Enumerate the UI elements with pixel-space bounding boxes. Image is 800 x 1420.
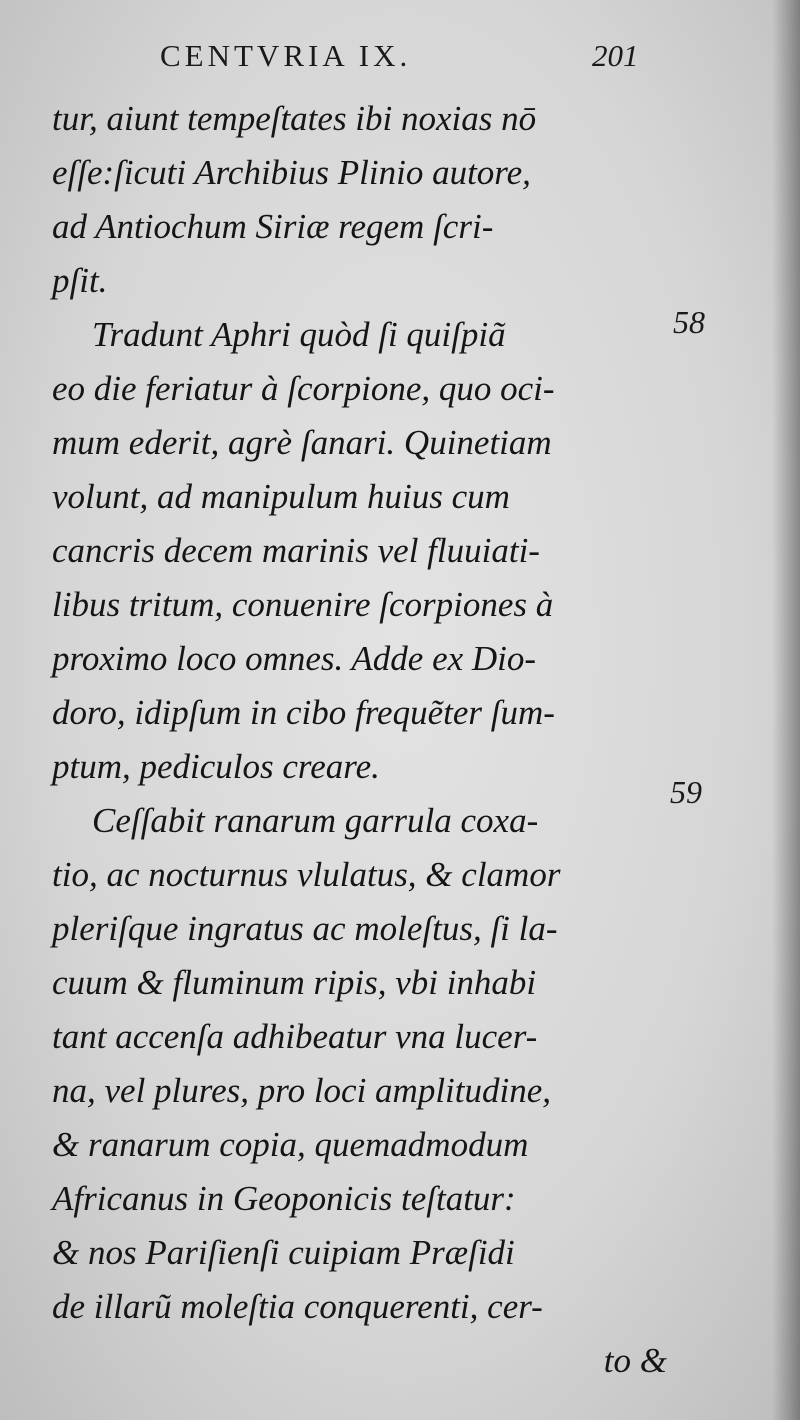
- text-line: de illarũ moleſtia conquerenti, cer-: [52, 1287, 543, 1326]
- text-line: proximo loco omnes. Adde ex Dio-: [52, 639, 537, 678]
- text-line: Ceſſabit ranarum garrula coxa-: [92, 801, 539, 840]
- text-line: cancris decem marinis vel fluuiati-: [52, 531, 540, 570]
- text-line: Tradunt Aphri quòd ſi quiſpiã: [92, 315, 506, 354]
- margin-note-58: 58: [673, 304, 705, 340]
- text-line: ad Antiochum Siriæ regem ſcri-: [52, 207, 494, 246]
- catchword: to &: [603, 1341, 667, 1380]
- text-line: mum ederit, agrè ſanari. Quinetiam: [52, 423, 552, 462]
- text-line: tio, ac nocturnus vlulatus, & clamor: [52, 855, 561, 894]
- text-line: volunt, ad manipulum huius cum: [52, 477, 510, 516]
- text-line: eſſe:ſicuti Archibius Plinio autore,: [52, 153, 531, 192]
- text-line: doro, idipſum in cibo frequẽter ſum-: [52, 693, 555, 732]
- running-head: CENTVRIA IX.: [160, 38, 412, 73]
- text-line: pleriſque ingratus ac moleſtus, ſi la-: [52, 909, 558, 948]
- text-line: tur, aiunt tempeſtates ibi noxias nō: [52, 99, 537, 138]
- text-line: libus tritum, conuenire ſcorpiones à: [52, 585, 554, 624]
- page-edge-shadow: [772, 0, 800, 1420]
- text-line: & nos Pariſienſi cuipiam Præſidi: [52, 1233, 515, 1272]
- text-line: ptum, pediculos creare.: [52, 747, 380, 786]
- page-number: 201: [592, 38, 639, 73]
- text-line: & ranarum copia, quemadmodum: [52, 1125, 529, 1164]
- text-line: tant accenſa adhibeatur vna lucer-: [52, 1017, 538, 1056]
- margin-note-59: 59: [670, 774, 702, 810]
- page-header: [0, 38, 800, 88]
- text-line: cuum & fluminum ripis, vbi inhabi: [52, 963, 537, 1002]
- text-line: pſit.: [52, 261, 108, 300]
- text-line: eo die feriatur à ſcorpione, quo oci-: [52, 369, 555, 408]
- text-line: Africanus in Geoponicis teſtatur:: [52, 1179, 516, 1218]
- body-text: [52, 92, 667, 1388]
- text-line: na, vel plures, pro loci amplitudine,: [52, 1071, 552, 1110]
